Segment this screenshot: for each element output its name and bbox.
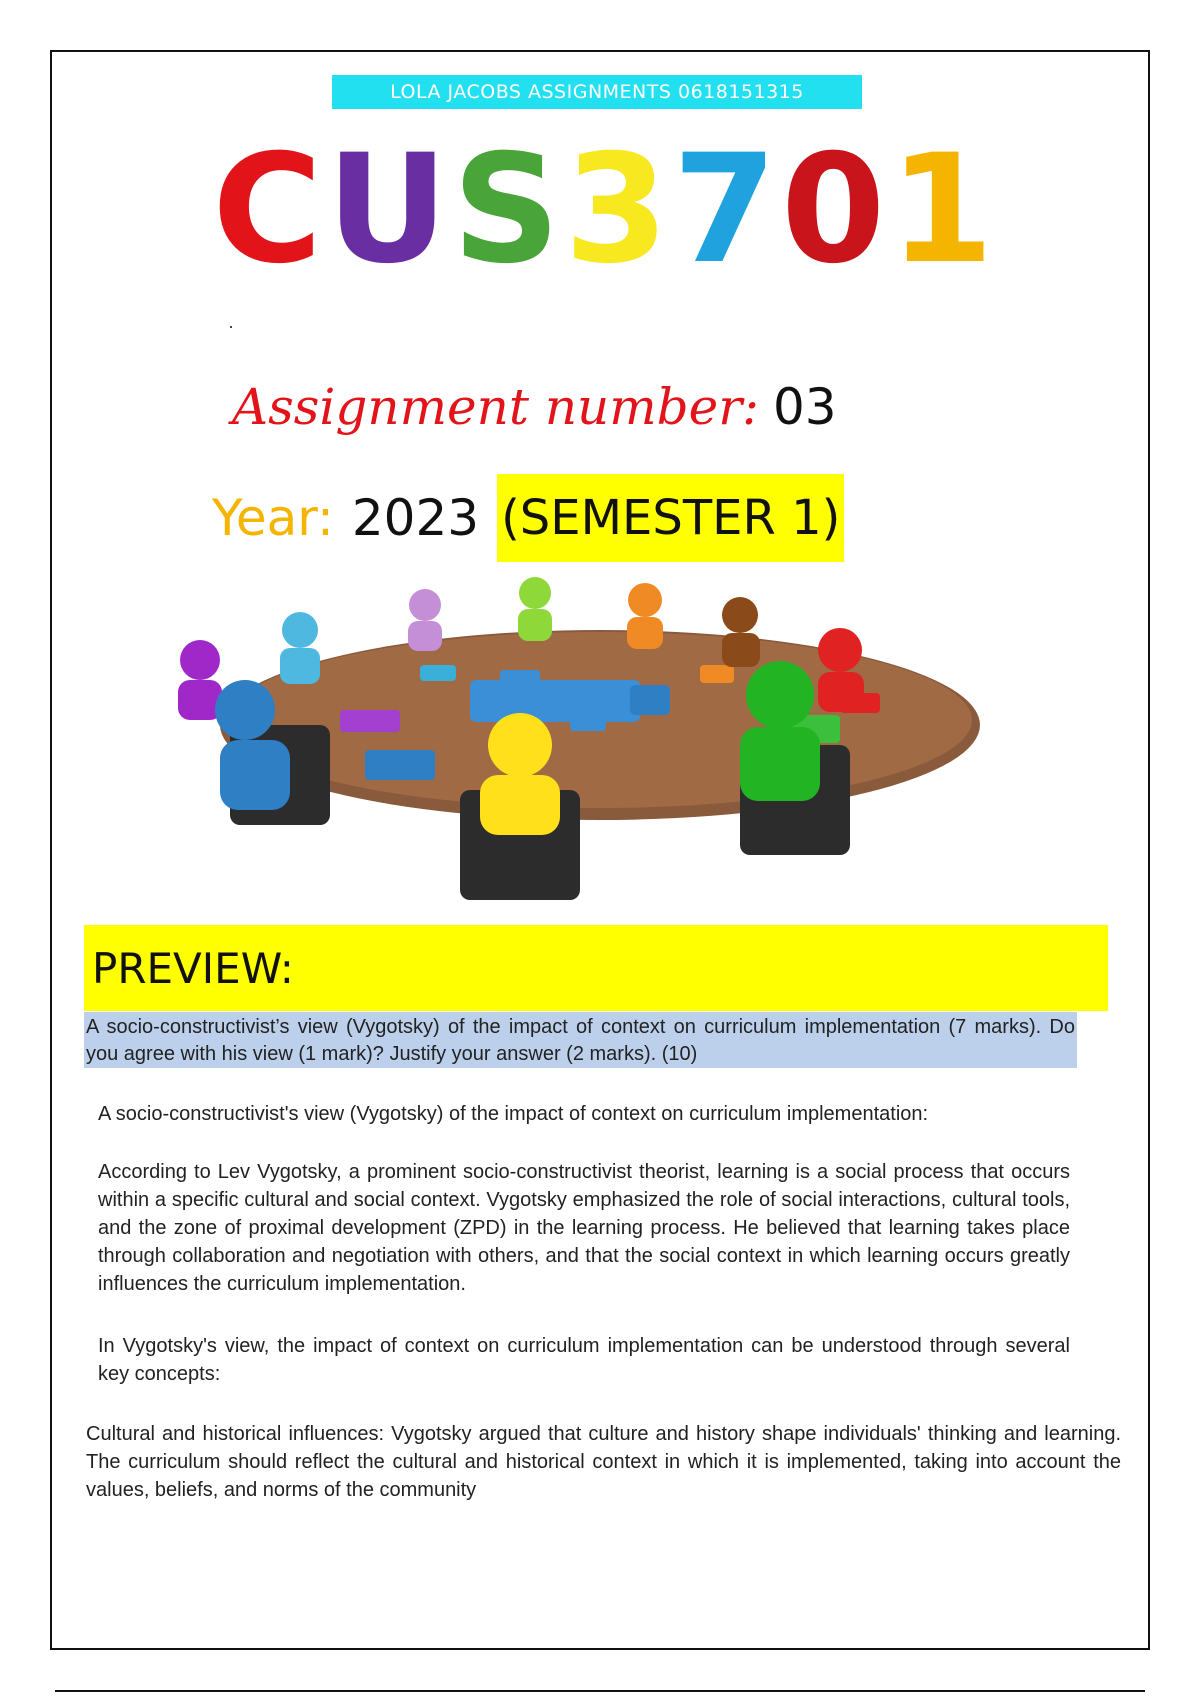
answer-paragraph-1: According to Lev Vygotsky, a prominent socio-constructivist theorist, learning is a social process that occurs within a specific cultural and social context. Vygotsky emphasized the role of social interactions, cultural tools, and the zone of proximal development (ZPD) in the learning process. He believed that learning takes place through collaboration and negotiation with others, and that the social context in which learning occurs greatly influences the curriculum implementation. (98, 1161, 1070, 1295)
course-code-char: C (212, 123, 327, 297)
year-row (212, 470, 844, 566)
course-code-char: S (452, 123, 565, 297)
bottom-rule (55, 1690, 1145, 1692)
answer-paragraph-3: Cultural and historical influences: Vygotsky argued that culture and history shape individuals' thinking and learning. The curriculum should reflect the cultural and historical context in which it is implemented, taking into account the values, beliefs, and norms of the community (86, 1423, 1121, 1501)
answer-intro: A socio-constructivist's view (Vygotsky) of the impact of context on curriculum implementation: (98, 1103, 929, 1125)
year-value: 2023 (351, 489, 480, 547)
year-label: Year: (212, 489, 334, 547)
course-code-char: 0 (780, 123, 890, 297)
course-code-char: 7 (672, 123, 781, 297)
assignment-label: Assignment number: (232, 378, 759, 436)
assignment-number-row (232, 378, 837, 448)
course-code-char: 1 (889, 123, 998, 297)
assignment-value: 03 (772, 378, 837, 436)
promo-banner: LOLA JACOBS ASSIGNMENTS 0618151315 (332, 75, 862, 109)
semester-badge: (SEMESTER 1) (497, 474, 844, 562)
course-code-char: U (326, 123, 453, 297)
assignment-question: A socio-constructivist’s view (Vygotsky) of the impact of context on curriculum implementation (7 marks). Do you agree with his view (1 mark)? Justify your answer (2 marks). (10) (84, 1012, 1077, 1068)
course-code-char: 3 (564, 123, 673, 297)
answer-paragraph-2: In Vygotsky's view, the impact of context on curriculum implementation can be understood through several key concepts: (98, 1335, 1070, 1385)
stray-dot (230, 326, 232, 328)
course-code-title (212, 123, 998, 297)
round-table-meeting-illustration (140, 575, 1040, 915)
preview-banner: PREVIEW: (84, 925, 1108, 1011)
